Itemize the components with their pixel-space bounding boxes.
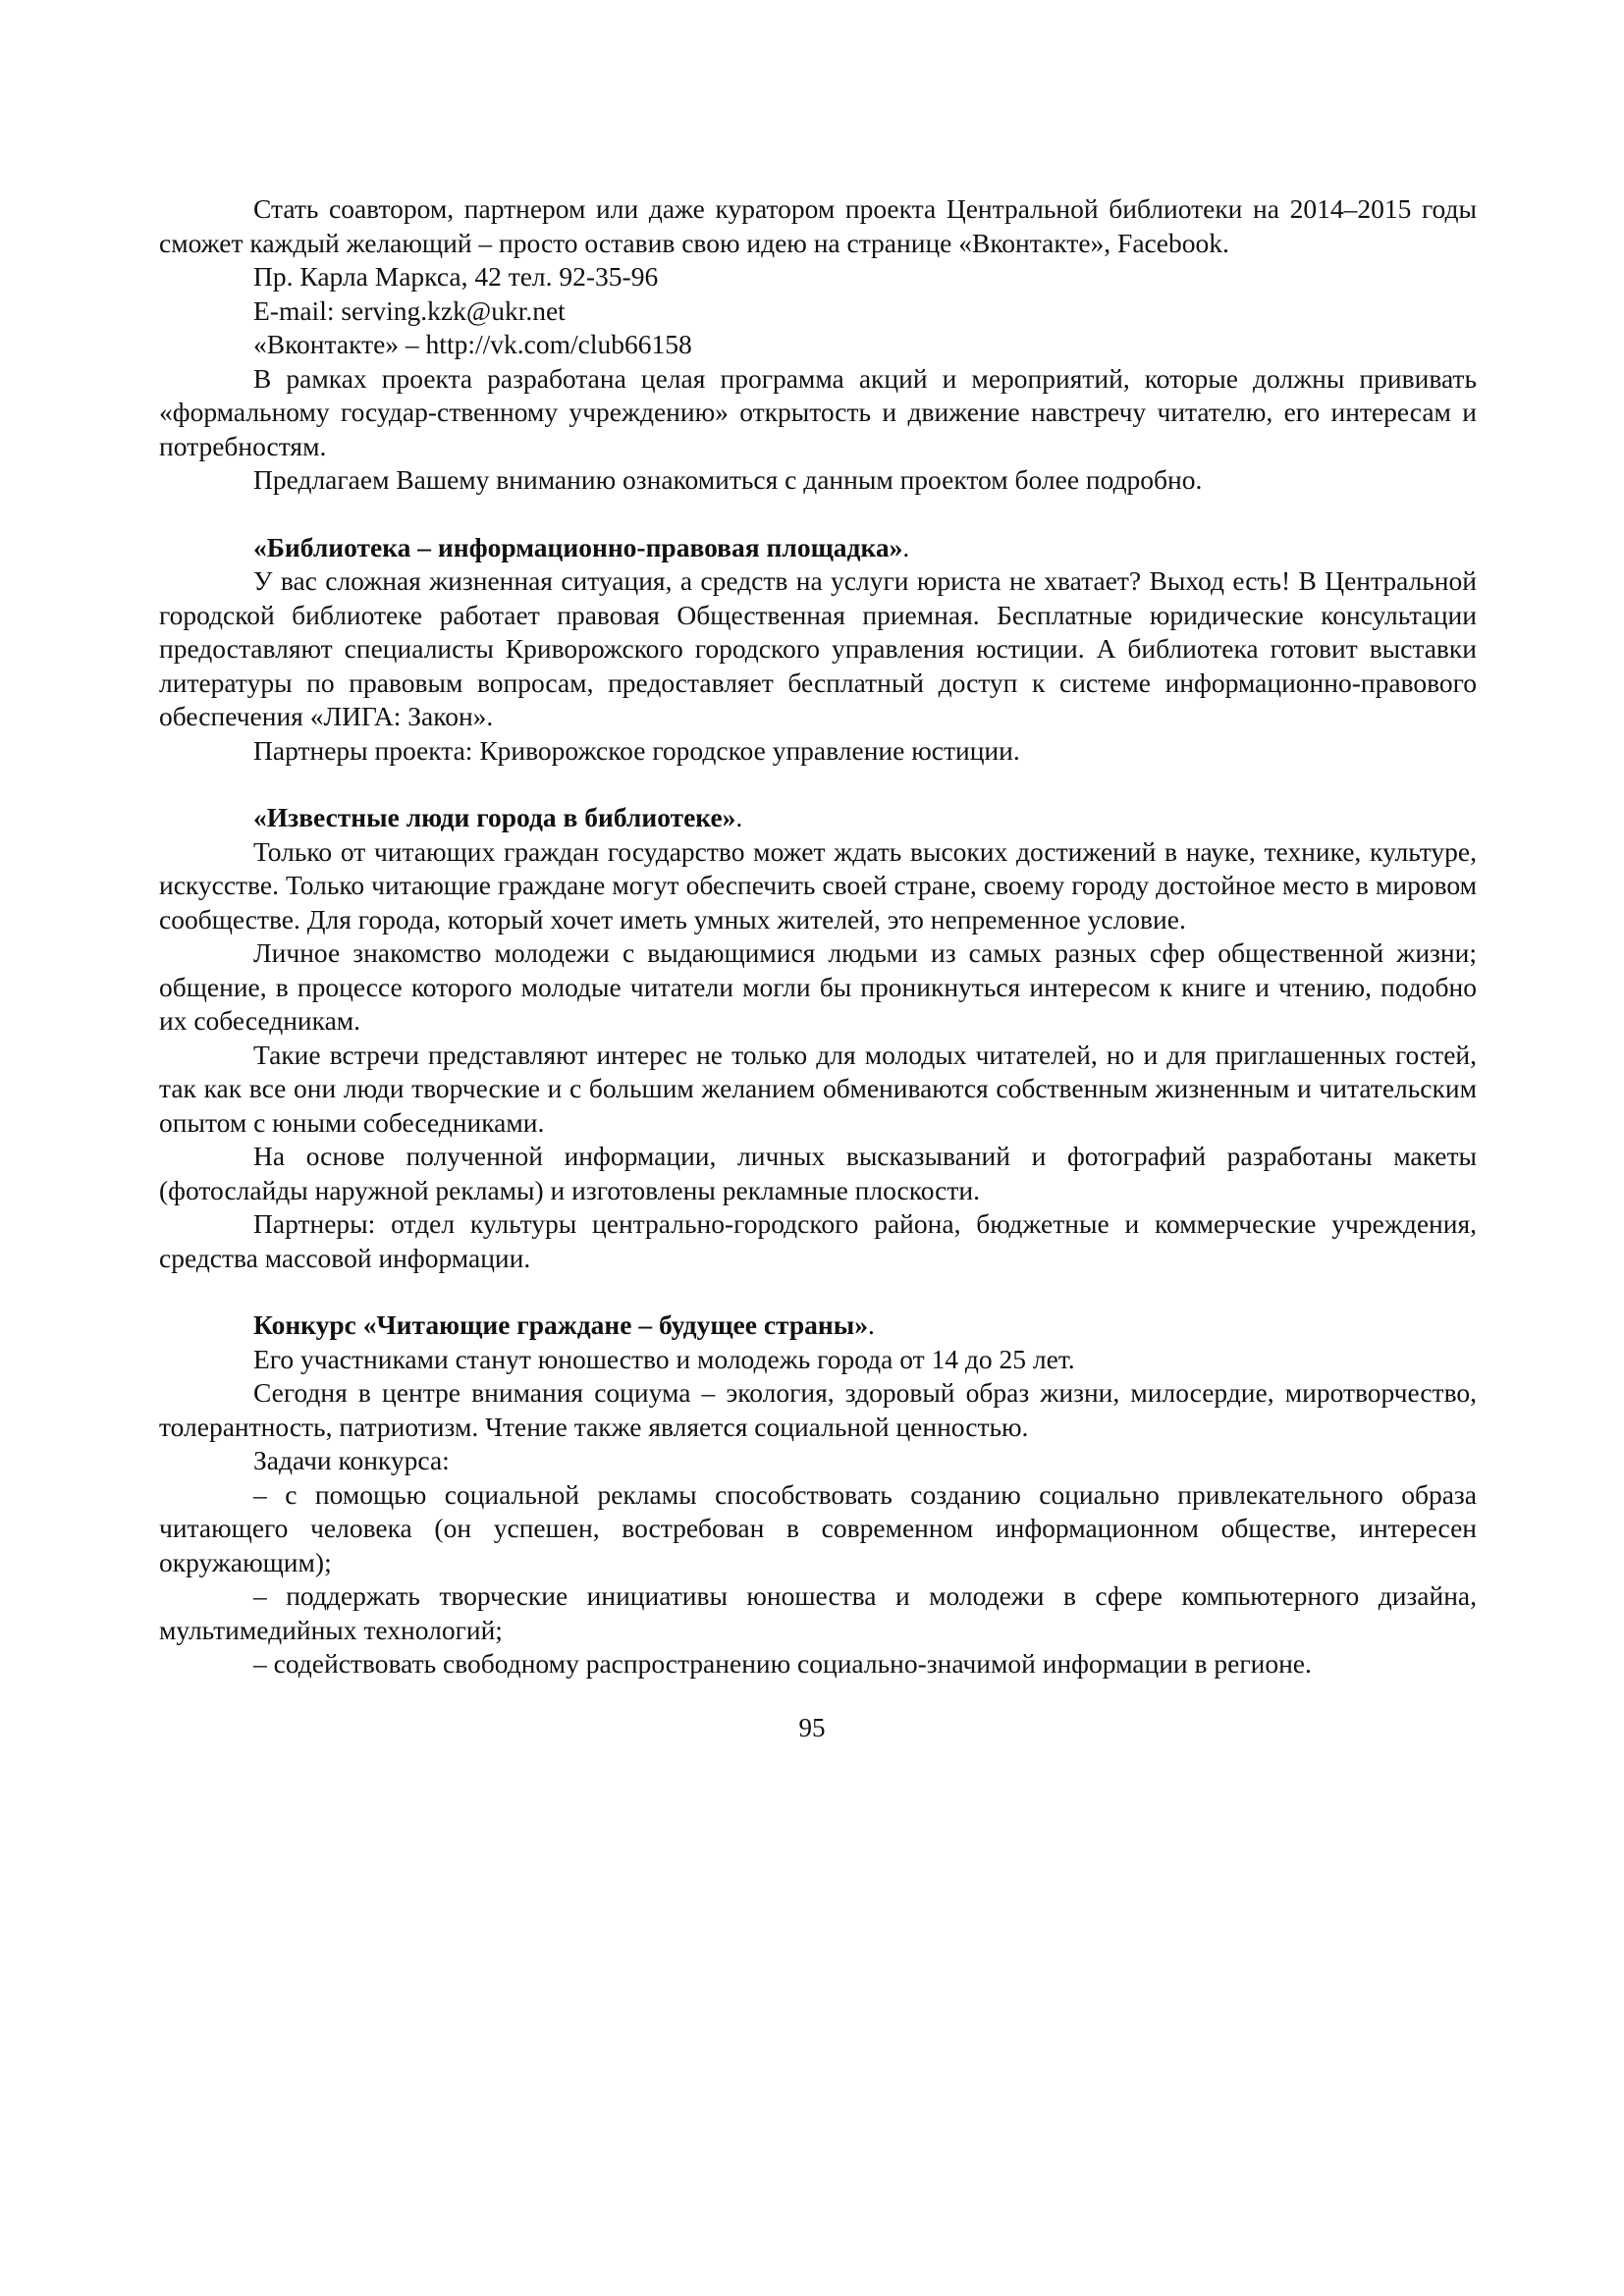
list-item-task-2: – поддержать творческие инициативы юношества и молодежи в сфере компьютерного дизайна, мультимедийных технологий; <box>159 1580 1477 1645</box>
paragraph-invite: Предлагаем Вашему вниманию ознакомиться с данным проектом более подробно. <box>253 464 1203 495</box>
heading-contest-period: . <box>868 1309 875 1340</box>
paragraph-participants: Его участниками станут юношество и молодежь города от 14 до 25 лет. <box>253 1343 1075 1374</box>
email-line: E-mail: serving.kzk@ukr.net <box>253 294 566 326</box>
page-number: 95 <box>798 1713 826 1742</box>
heading-contest <box>159 1308 1477 1343</box>
document-page <box>159 192 1477 1682</box>
paragraph-youth-acquaintance: Личное знакомство молодежи с выдающимися людьми из самых разных сфер общественной жизни; общение, в процессе которого молодые читатели могли бы проникнуться интересом к книге и чтению, подобно их собеседникам. <box>159 937 1477 1036</box>
paragraph-partners: Партнеры: отдел культуры центрально-городского района, бюджетные и коммерческие учреждения, средства массовой информации. <box>159 1208 1477 1273</box>
address-line: Пр. Карла Маркса, 42 тел. 92-35-96 <box>253 261 659 292</box>
paragraph-layouts: На основе полученной информации, личных высказываний и фотографий разработаны макеты (фотослайды наружной рекламы) и изготовлены рекламные плоскости. <box>159 1141 1477 1205</box>
list-item-task-1: – с помощью социальной рекламы способствовать созданию социально привлекательного образа читающего человека (он успешен, востребован в современном информационном обществе, интересен окружающим); <box>159 1478 1477 1577</box>
paragraph-program: В рамках проекта разработана целая программа акций и мероприятий, которые должны прививать «формальному государ-ственному учреждению» открытость и движение навстречу читателю, его интересам и потребностям. <box>159 362 1477 461</box>
heading-contest-title: Конкурс «Читающие граждане – будущее страны» <box>253 1309 869 1340</box>
paragraph-coauthor: Стать соавтором, партнером или даже куратором проекта Центральной библиотеки на 2014–2015 годы сможет каждый желающий – просто оставив свою идею на странице «Вконтакте», Facebook. <box>159 193 1477 258</box>
paragraph-contest-tasks: Задачи конкурса: <box>253 1445 450 1475</box>
vkontakte-line: «Вконтакте» – http://vk.com/club66158 <box>253 329 692 359</box>
heading-legal-platform-title: «Библиотека – информационно-правовая площадка» <box>253 531 903 562</box>
heading-famous-people-period: . <box>735 802 743 832</box>
list-item-task-3: – содействовать свободному распространению социально-значимой информации в регионе. <box>253 1648 1312 1679</box>
heading-famous-people-title: «Известные люди города в библиотеке» <box>253 802 736 832</box>
heading-famous-people <box>159 801 1477 835</box>
paragraph-society-focus: Сегодня в центре внимания социума – экология, здоровый образ жизни, милосердие, миротворчество, толерантность, патриотизм. Чтение также является социальной ценностью. <box>159 1377 1477 1442</box>
paragraph-legal-situation: У вас сложная жизненная ситуация, а средств на услуги юриста не хватает? Выход есть! В Центральной городской библиотеке работает правовая Общественная приемная. Бесплатные юридические консультации предоставляют специалисты Криворожского городского управления юстиции. А библиотека готовит выставки литературы по правовым вопросам, предоставляет бесплатный доступ к системе информационно-правового обеспечения «ЛИГА: Закон». <box>159 565 1477 731</box>
paragraph-meetings: Такие встречи представляют интерес не только для молодых читателей, но и для приглашенных гостей, так как все они люди творческие и с большим желанием обмениваются собственным жизненным и читательским опытом с юными собеседниками. <box>159 1039 1477 1138</box>
section-gap <box>159 498 1477 531</box>
paragraph-legal-partners: Партнеры проекта: Криворожское городское управление юстиции. <box>253 734 1020 766</box>
heading-legal-platform <box>159 531 1477 565</box>
paragraph-reading-citizens: Только от читающих граждан государство может ждать высоких достижений в науке, технике, культуре, искусстве. Только читающие граждане могут обеспечить своей стране, своему городу достойное место в мировом сообществе. Для города, который хочет иметь умных жителей, это непременное условие. <box>159 835 1477 934</box>
heading-legal-platform-period: . <box>902 531 910 562</box>
section-gap <box>159 1275 1477 1308</box>
section-gap <box>159 768 1477 801</box>
